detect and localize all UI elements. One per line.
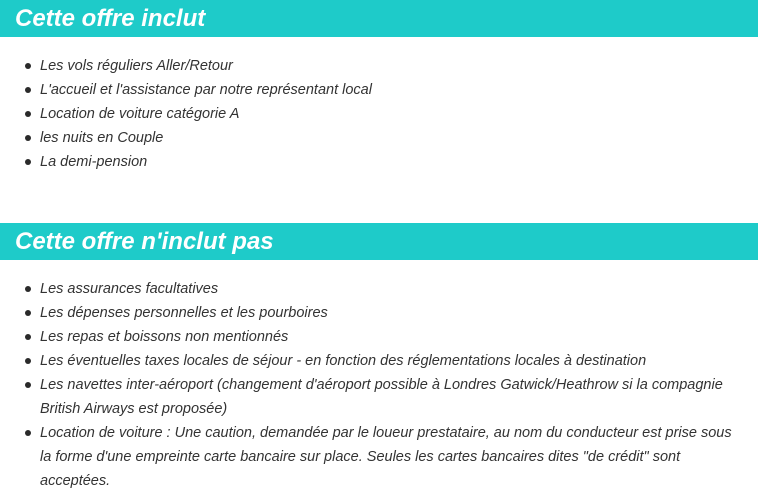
excluded-section-title <box>0 223 758 260</box>
bullet-icon <box>25 382 31 388</box>
bullet-icon <box>25 111 31 117</box>
included-item-text: Les vols réguliers Aller/Retour <box>40 58 233 74</box>
excluded-title-text: Cette offre n'inclut pas <box>15 227 274 255</box>
included-item <box>0 102 758 126</box>
excluded-item-text: Les dépenses personnelles et les pourboires <box>40 305 328 321</box>
excluded-item <box>0 373 758 421</box>
bullet-icon <box>25 159 31 165</box>
excluded-list <box>0 277 758 493</box>
excluded-item <box>0 421 758 493</box>
included-item <box>0 54 758 78</box>
bullet-icon <box>25 334 31 340</box>
bullet-icon <box>25 358 31 364</box>
included-item-text: les nuits en Couple <box>40 130 164 146</box>
bullet-icon <box>25 286 31 292</box>
excluded-item <box>0 325 758 349</box>
bullet-icon <box>25 310 31 316</box>
excluded-item-text: Les assurances facultatives <box>40 281 219 297</box>
included-item-text: La demi-pension <box>40 154 148 170</box>
excluded-item-text: Location de voiture : Une caution, demandée par le loueur prestataire, au nom du conducteur est prise sous la forme d'une empreinte carte bancaire sur place. Seules les cartes bancaires dites "de crédit" sont acceptées. <box>40 425 732 489</box>
included-item <box>0 78 758 102</box>
included-section-title <box>0 0 758 37</box>
included-list <box>0 54 758 174</box>
bullet-icon <box>25 135 31 141</box>
included-item <box>0 126 758 150</box>
bullet-icon <box>25 430 31 436</box>
excluded-item <box>0 349 758 373</box>
excluded-item <box>0 301 758 325</box>
excluded-item-text: Les navettes inter-aéroport (changement d'aéroport possible à Londres Gatwick/Heathrow si la compagnie British Airways est proposée) <box>40 377 723 417</box>
bullet-icon <box>25 87 31 93</box>
excluded-item-text: Les repas et boissons non mentionnés <box>40 329 289 345</box>
excluded-item-text: Les éventuelles taxes locales de séjour - en fonction des réglementations locales à destination <box>40 353 647 369</box>
included-item-text: Location de voiture catégorie A <box>40 106 240 122</box>
bullet-icon <box>25 63 31 69</box>
included-item-text: L'accueil et l'assistance par notre représentant local <box>40 82 372 98</box>
excluded-item <box>0 277 758 301</box>
included-item <box>0 150 758 174</box>
included-title-text: Cette offre inclut <box>15 4 206 32</box>
